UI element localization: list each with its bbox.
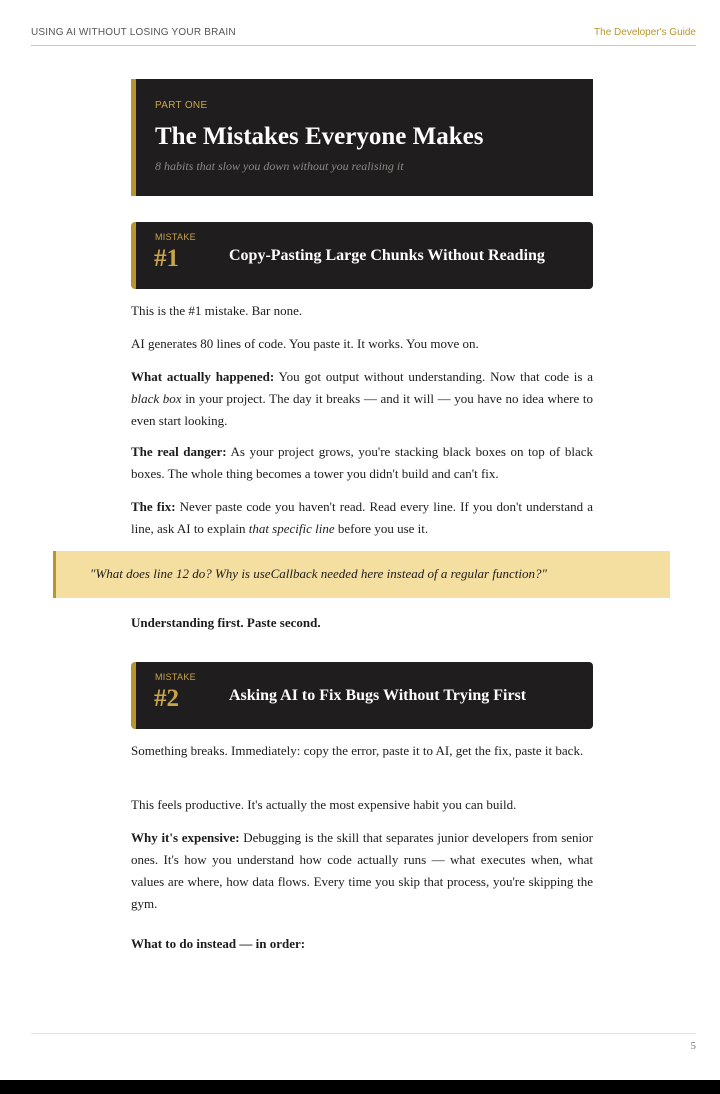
part-title: The Mistakes Everyone Makes (155, 123, 484, 150)
mistake-label: MISTAKE (155, 232, 196, 242)
bold-lead: What to do instead — in order: (131, 936, 306, 951)
part-label: PART ONE (155, 100, 208, 111)
paragraph: This feels productive. It's actually the most expensive habit you can build. (131, 797, 517, 812)
footer-divider (31, 1033, 696, 1034)
bold-lead: What actually happened: (131, 369, 275, 384)
bold-lead: The fix: (131, 499, 176, 514)
paragraph: Something breaks. Immediately: copy the error, paste it to AI, get the fix, paste it back. (131, 743, 584, 758)
bold-lead: The real danger: (131, 444, 227, 459)
mistake-title: Copy-Pasting Large Chunks Without Reading (229, 247, 545, 264)
paragraph: What actually happened: You got output without understanding. Now that code is a black box in your project. The day it breaks — and it will — you have no idea where to even start looking. (131, 369, 593, 428)
mistake-label: MISTAKE (155, 672, 196, 682)
bold-lead: Why it's expensive: (131, 830, 240, 845)
bold-closing: Understanding first. Paste second. (131, 615, 321, 630)
emphasis: black box (131, 391, 182, 406)
viewer-bottom-bar (0, 1080, 720, 1094)
paragraph: AI generates 80 lines of code. You paste it. It works. You move on. (131, 336, 479, 351)
paragraph: The real danger: As your project grows, you're stacking black boxes on top of black boxes. The whole thing becomes a tower you didn't build and can't fix. (131, 444, 593, 481)
book-subtitle: The Developer's Guide (594, 27, 696, 38)
example-prompt-callout (53, 551, 670, 598)
mistake-2-banner (131, 662, 593, 729)
paragraph (131, 933, 593, 955)
mistake-number: #2 (154, 685, 179, 712)
paragraph: The fix: Never paste code you haven't read. Read every line. If you don't understand a line, ask AI to explain that specific line before you use it. (131, 499, 593, 536)
mistake-title: Asking AI to Fix Bugs Without Trying First (229, 687, 527, 704)
part-banner (131, 79, 593, 196)
paragraph (131, 612, 593, 634)
callout-text: "What does line 12 do? Why is useCallback needed here instead of a regular function?" (90, 566, 547, 581)
mistake-number: #1 (154, 245, 179, 272)
emphasis: that specific line (248, 521, 335, 536)
paragraph: This is the #1 mistake. Bar none. (131, 303, 303, 318)
part-subtitle: 8 habits that slow you down without you realising it (155, 159, 404, 173)
mistake-1-banner (131, 222, 593, 289)
page-number: 5 (690, 1040, 696, 1052)
paragraph: Why it's expensive: Debugging is the skill that separates junior developers from senior ones. It's how you understand how code actually runs — what executes when, what values are where, how data flows. Every time you skip that process, you're skipping the gym. (131, 830, 593, 911)
running-header (31, 24, 696, 46)
book-title: USING AI WITHOUT LOSING YOUR BRAIN (31, 27, 236, 38)
